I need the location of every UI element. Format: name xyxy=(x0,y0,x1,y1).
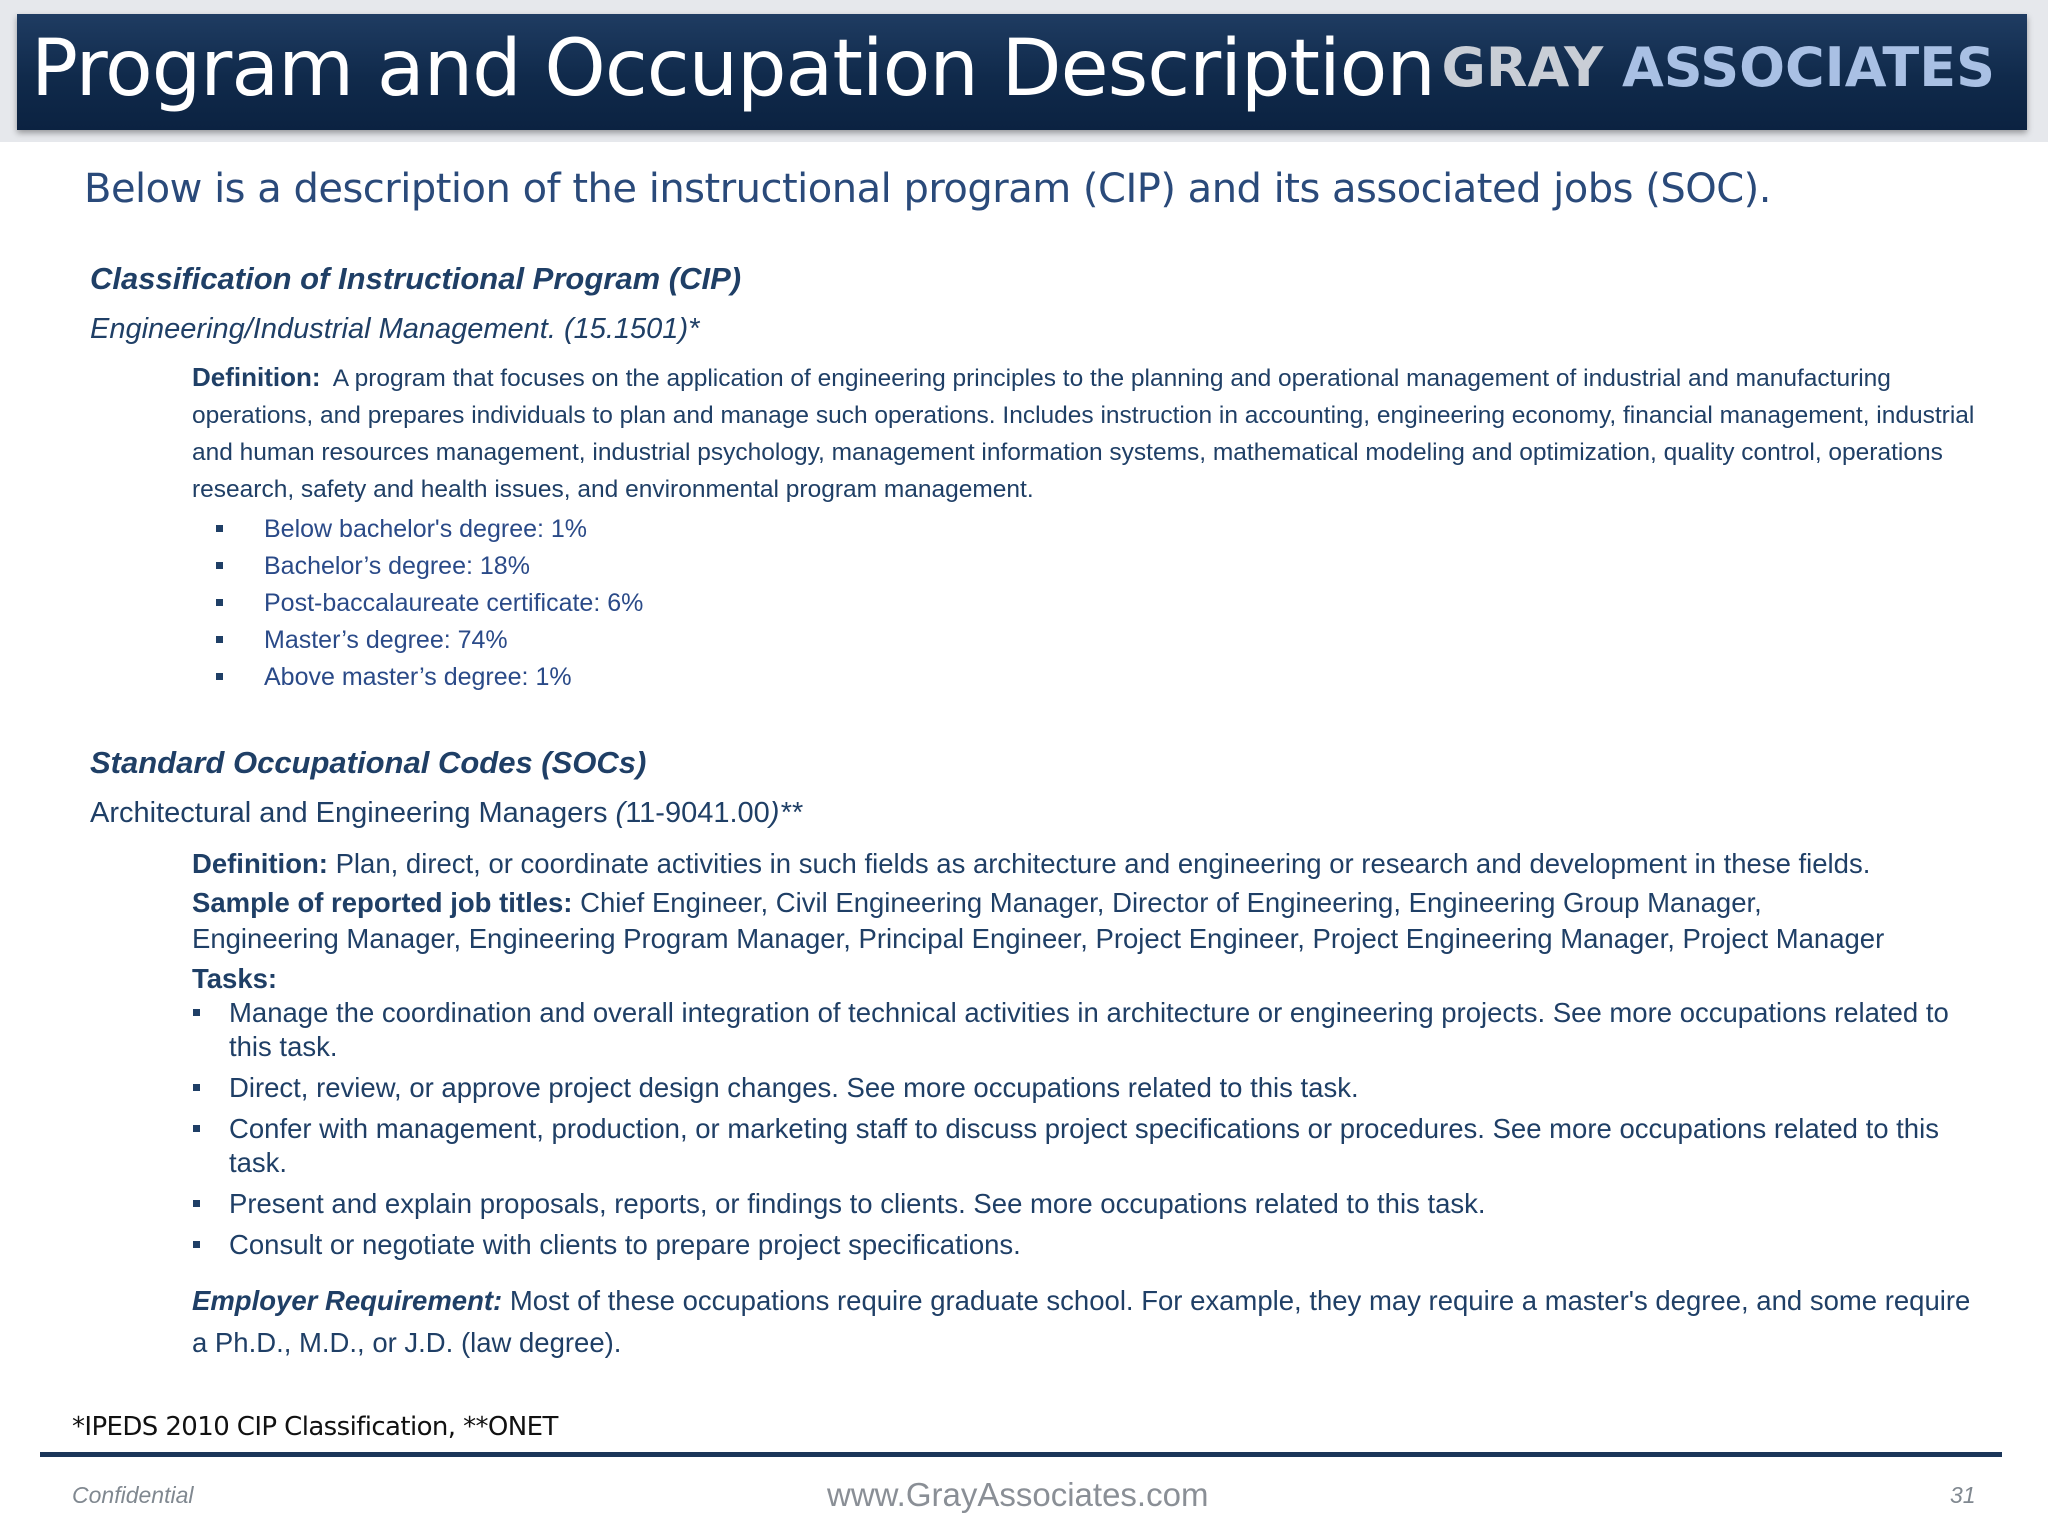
bullet-square-icon xyxy=(216,636,223,643)
source-footnote: *IPEDS 2010 CIP Classification, **ONET xyxy=(72,1412,558,1442)
soc-occupation xyxy=(90,797,802,830)
bullet-square-icon xyxy=(193,1125,200,1132)
tasks-label xyxy=(192,963,277,995)
brand-logo xyxy=(1442,36,1995,99)
employer-requirement xyxy=(192,1280,1992,1364)
occupation-code-close: )** xyxy=(769,797,803,829)
intro-text: Below is a description of the instructional program (CIP) and its associated jobs (SOC). xyxy=(84,166,1771,212)
occupation-name: Architectural and Engineering Managers xyxy=(90,797,616,829)
brand-logo-part2: ASSOCIATES xyxy=(1622,36,1995,99)
cip-heading: Classification of Instructional Program (CIP) xyxy=(90,261,742,296)
list-item xyxy=(216,548,643,585)
job-titles-text: Chief Engineer, Civil Engineering Manager, Director of Engineering, Engineering Group Manager, xyxy=(572,887,1762,918)
soc-definition xyxy=(192,848,1870,880)
bullet-square-icon xyxy=(193,1009,200,1016)
title-bar xyxy=(17,14,2027,130)
degree-item: Below bachelor's degree: 1% xyxy=(264,515,588,543)
job-titles-line1 xyxy=(192,887,1762,919)
bullet-square-icon xyxy=(216,599,223,606)
confidential-label: Confidential xyxy=(72,1482,194,1508)
list-item xyxy=(192,1228,1992,1262)
page-title: Program and Occupation Description xyxy=(31,24,1435,114)
employer-requirement-label: Employer Requirement: xyxy=(192,1285,503,1316)
list-item xyxy=(216,585,643,622)
occupation-code: 11-9041.00 xyxy=(625,797,770,829)
cip-definition-label: Definition: xyxy=(192,362,321,392)
degree-item: Above master’s degree: 1% xyxy=(264,663,572,691)
soc-definition-label: Definition: xyxy=(192,848,328,879)
cip-program: Engineering/Industrial Management. (15.1501)* xyxy=(90,313,700,345)
page-number: 31 xyxy=(1950,1482,1976,1508)
bullet-square-icon xyxy=(193,1241,200,1248)
employer-requirement-text: Most of these occupations require graduate school. For example, they may require a master's degree, and some require a Ph.D., M.D., or J.D. (law degree). xyxy=(192,1285,1971,1358)
task-text: Present and explain proposals, reports, or findings to clients. See more occupations related to this task. xyxy=(229,1188,1486,1219)
footer-divider xyxy=(40,1452,2002,1457)
bullet-square-icon xyxy=(193,1084,200,1091)
bullet-square-icon xyxy=(216,673,223,680)
degree-distribution-list xyxy=(216,511,643,696)
list-item xyxy=(216,622,643,659)
task-text: Manage the coordination and overall integration of technical activities in architecture or engineering projects. See more occupations related to this task. xyxy=(229,997,1949,1062)
degree-item: Master’s degree: 74% xyxy=(264,626,508,654)
list-item xyxy=(192,1071,1992,1105)
soc-definition-text: Plan, direct, or coordinate activities in such fields as architecture and engineering or research and development in these fields. xyxy=(327,848,1871,879)
cip-definition xyxy=(192,359,1992,508)
task-text: Direct, review, or approve project design changes. See more occupations related to this task. xyxy=(229,1072,1359,1103)
bullet-square-icon xyxy=(193,1200,200,1207)
occupation-code-open: ( xyxy=(615,797,626,829)
list-item xyxy=(216,511,643,548)
cip-definition-text: A program that focuses on the application of engineering principles to the planning and operational management of industrial and manufacturing operations, and prepares individuals to plan and manage such operations. Includes instruction in accounting, engineering economy, financial management, industrial and human resources management, industrial psychology, management information systems, mathematical modeling and optimization, quality control, operations research, safety and health issues, and environmental program management. xyxy=(192,365,1975,503)
list-item xyxy=(192,1112,1992,1180)
degree-item: Bachelor’s degree: 18% xyxy=(264,552,530,580)
list-item xyxy=(216,659,643,696)
brand-logo-part1: GRAY xyxy=(1441,36,1604,99)
bullet-square-icon xyxy=(216,562,223,569)
degree-item: Post-baccalaureate certificate: 6% xyxy=(264,589,644,617)
list-item xyxy=(192,1187,1992,1221)
soc-heading: Standard Occupational Codes (SOCs) xyxy=(90,745,647,780)
task-text: Confer with management, production, or marketing staff to discuss project specifications or procedures. See more occupations related to this task. xyxy=(229,1113,1939,1178)
bullet-square-icon xyxy=(216,525,223,532)
job-titles-line2: Engineering Manager, Engineering Program Manager, Principal Engineer, Project Engineer, Project Engineering Manager, Project Manager xyxy=(192,923,1885,954)
job-titles-label: Sample of reported job titles: xyxy=(192,887,573,918)
tasks-list xyxy=(192,996,1992,1269)
list-item xyxy=(192,996,1992,1064)
task-text: Consult or negotiate with clients to prepare project specifications. xyxy=(229,1229,1021,1260)
website-url: www.GrayAssociates.com xyxy=(827,1476,1209,1513)
tasks-label-text: Tasks: xyxy=(192,963,278,994)
